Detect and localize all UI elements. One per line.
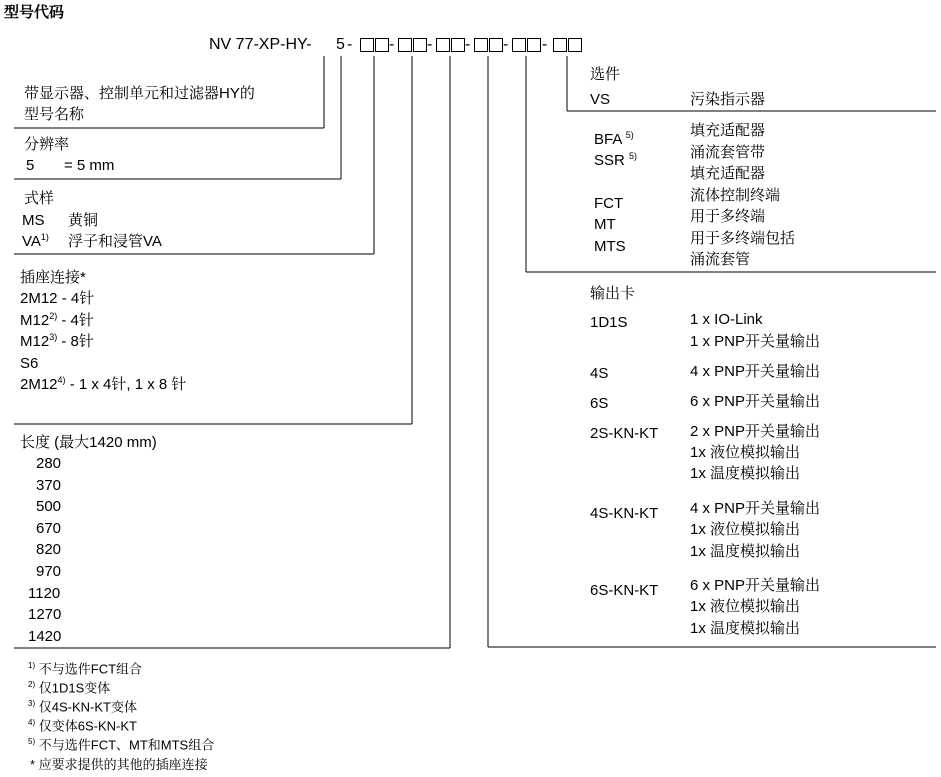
output-desc: 6 x PNP开关量输出 [690,393,821,410]
footnote: $^{5)}$ 不与选件FCT、MT和MTS组合 [28,737,215,753]
length-label: 长度 (最大1420 mm) [20,434,157,451]
page-title: 型号代码 [4,4,65,21]
style-code: VA$^{1)}$ [22,232,49,250]
resolution-code: 5 [26,157,35,174]
output-desc: 1 x PNP开关量输出 [690,333,821,350]
options-label: 选件 [590,66,621,83]
adapter-desc: 涌流套管 [690,251,751,268]
adapter-desc: 涌流套管带 [690,144,766,161]
adapter-code: MT [594,216,616,233]
output-desc: 4 x PNP开关量输出 [690,363,821,380]
length-value: 970 [36,563,62,580]
style-code: MS [22,212,45,229]
output-desc: 1 x IO-Link [690,311,763,328]
resolution-desc: = 5 mm [64,157,115,174]
star-note: * 应要求提供的其他的插座连接 [30,757,208,772]
output-code: 6S-KN-KT [590,582,659,599]
length-value: 1420 [28,628,62,645]
connector-item: M12$^{2)}$ - 4针 [20,311,94,329]
adapter-desc: 用于多终端包括 [690,230,796,247]
adapter-desc: 填充适配器 [690,122,766,139]
footnote: $^{4)}$ 仅变体6S-KN-KT [28,718,137,734]
type-code-separator: - [347,36,353,53]
connector-item: S6 [20,355,39,372]
length-value: 1120 [28,585,61,602]
code-dash: - [427,36,433,53]
output-desc: 1x 温度模拟输出 [690,465,801,482]
adapter-code: FCT [594,195,624,212]
type-code-resolution: 5 [336,36,345,53]
connector-item: 2M12$^{4)}$ - 1 x 4针, 1 x 8 针 [20,375,187,393]
output-desc: 4 x PNP开关量输出 [690,500,821,517]
output-code: 1D1S [590,314,628,331]
output-label: 输出卡 [590,285,636,302]
footnote: $^{1)}$ 不与选件FCT组合 [28,661,143,677]
footnote: $^{3)}$ 仅4S-KN-KT变体 [28,699,137,715]
output-code: 4S-KN-KT [590,505,659,522]
adapter-desc: 流体控制终端 [690,187,781,204]
output-code: 2S-KN-KT [590,425,659,442]
output-desc: 6 x PNP开关量输出 [690,577,821,594]
length-value: 670 [36,520,62,537]
adapter-desc: 填充适配器 [690,165,766,182]
connector-item: M12$^{3)}$ - 8针 [20,332,94,350]
type-code-prefix: NV 77-XP-HY- [209,36,312,53]
output-desc: 2 x PNP开关量输出 [690,423,821,440]
output-desc: 1x 温度模拟输出 [690,620,801,637]
code-dash: - [542,36,548,53]
style-desc: 浮子和浸管VA [68,233,162,250]
output-desc: 1x 液位模拟输出 [690,521,801,538]
length-value: 370 [36,477,62,494]
output-code: 4S [590,365,609,382]
length-value: 500 [36,498,62,515]
output-desc: 1x 温度模拟输出 [690,543,801,560]
model-desc-line1: 带显示器、控制单元和过滤器HY的 [24,85,255,102]
output-desc: 1x 液位模拟输出 [690,444,801,461]
output-code: 6S [590,395,609,412]
adapter-code: MTS [594,238,626,255]
options-code: VS [590,91,611,108]
output-desc: 1x 液位模拟输出 [690,598,801,615]
footnote: $^{2)}$ 仅1D1S变体 [28,680,111,696]
resolution-label: 分辨率 [24,136,70,153]
length-value: 820 [36,541,62,558]
code-dash: - [465,36,471,53]
style-label: 式样 [24,190,55,207]
style-desc: 黄铜 [68,212,99,229]
connector-item: 2M12 - 4针 [20,290,95,307]
code-dash: - [389,36,395,53]
connector-label: 插座连接* [20,269,86,286]
length-value: 280 [36,455,62,472]
model-desc-line2: 型号名称 [24,106,85,123]
adapter-code: BFA $^{5)}$ [594,130,634,148]
code-dash: - [503,36,509,53]
options-desc: 污染指示器 [690,91,766,108]
length-value: 1270 [28,606,62,623]
adapter-code: SSR $^{5)}$ [594,151,638,169]
adapter-desc: 用于多终端 [690,208,766,225]
